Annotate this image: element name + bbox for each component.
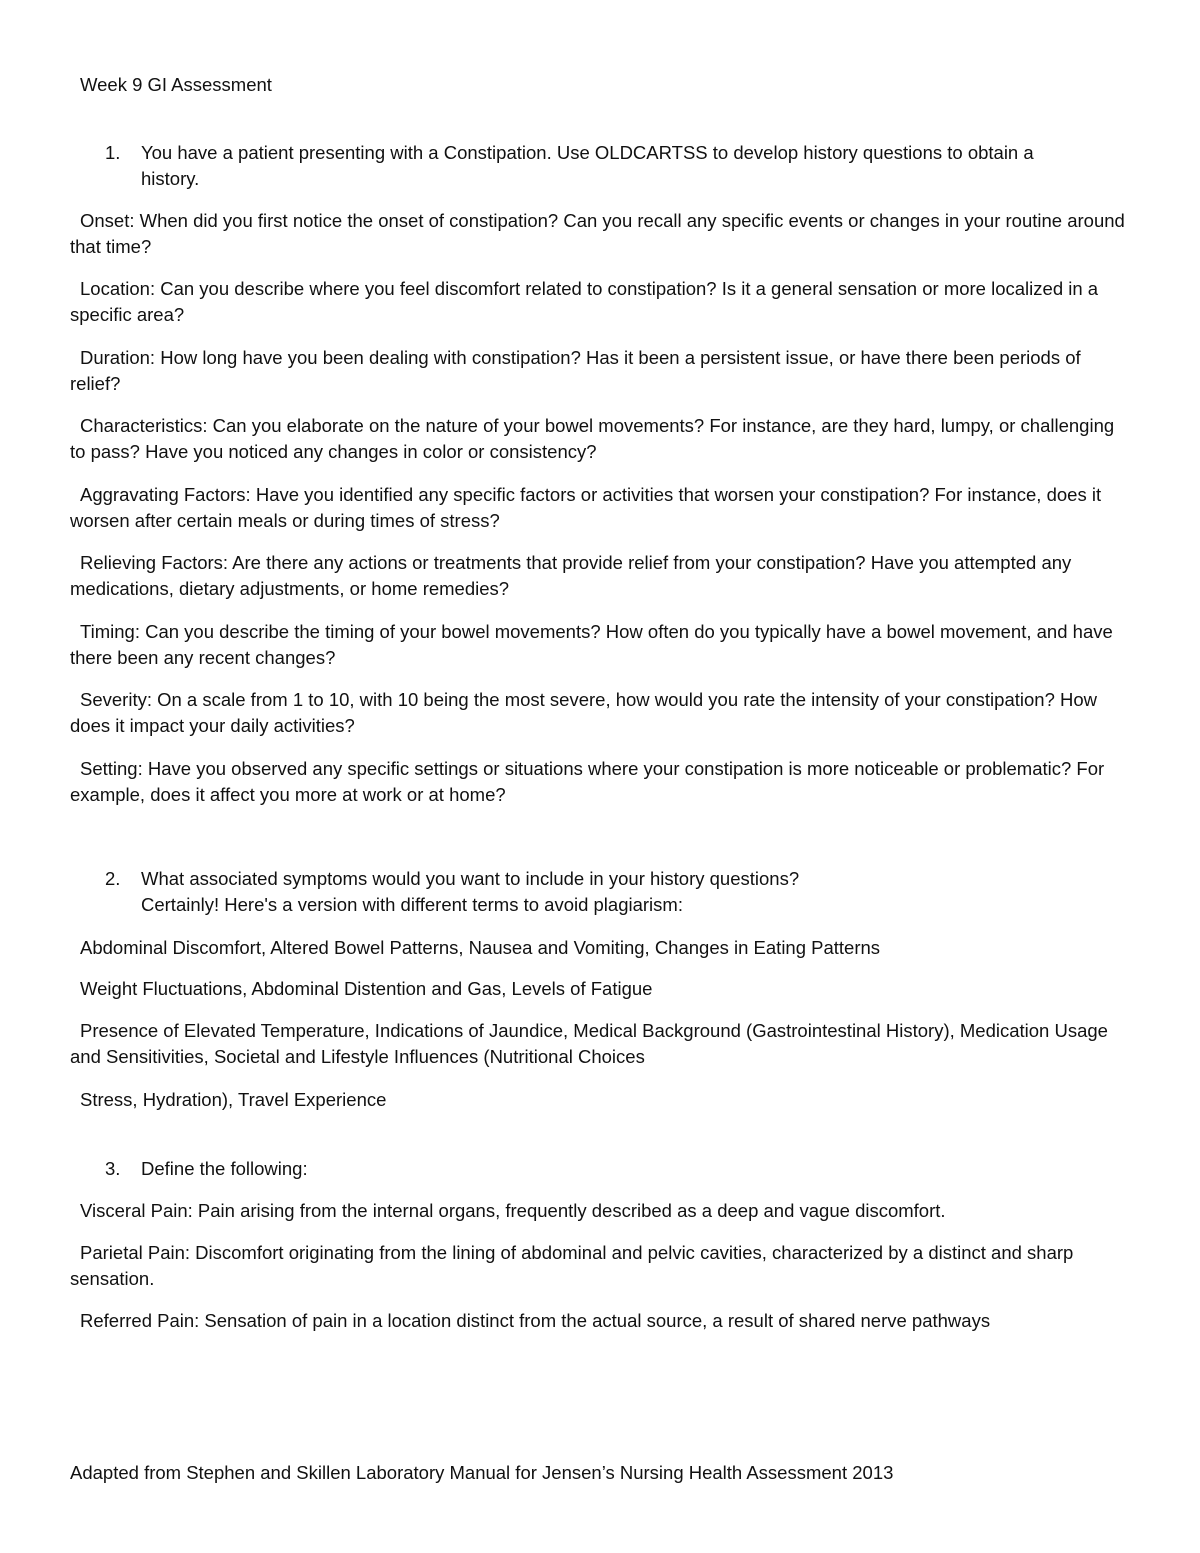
page-title: Week 9 GI Assessment xyxy=(80,74,272,95)
question-text: You have a patient presenting with a Constipation. Use OLDCARTSS to develop history questions to obtain a history. xyxy=(141,142,1034,189)
answer-referred-pain: Referred Pain: Sensation of pain in a location distinct from the actual source, a result of shared nerve pathways xyxy=(80,1310,991,1331)
answer-symptoms-3: Presence of Elevated Temperature, Indications of Jaundice, Medical Background (Gastrointestinal History), Medication Usage and Sensitivities, Societal and Lifestyle Influences (Nutritional Choices xyxy=(70,1020,1108,1067)
answer-setting: Setting: Have you observed any specific settings or situations where your constipation is more noticeable or problematic? For example, does it affect you more at work or at home? xyxy=(70,758,1105,805)
question-text: Define the following: xyxy=(141,1158,308,1179)
question-3 xyxy=(105,1156,1095,1182)
answer-parietal-pain: Parietal Pain: Discomfort originating from the lining of abdominal and pelvic cavities, characterized by a distinct and sharp sensation. xyxy=(70,1242,1074,1289)
answer-aggravating-factors: Aggravating Factors: Have you identified any specific factors or activities that worsen your constipation? For instance, does it worsen after certain meals or during times of stress? xyxy=(70,484,1102,531)
answer-symptoms-1: Abdominal Discomfort, Altered Bowel Patterns, Nausea and Vomiting, Changes in Eating Patterns xyxy=(80,937,881,958)
question-number: 2. xyxy=(105,868,121,889)
answer-location: Location: Can you describe where you feel discomfort related to constipation? Is it a general sensation or more localized in a specific area? xyxy=(70,278,1099,325)
question-1 xyxy=(105,140,1095,192)
answer-severity: Severity: On a scale from 1 to 10, with 10 being the most severe, how would you rate the intensity of your constipation? How does it impact your daily activities? xyxy=(70,689,1098,736)
answer-visceral-pain: Visceral Pain: Pain arising from the internal organs, frequently described as a deep and vague discomfort. xyxy=(80,1200,946,1221)
answer-characteristics: Characteristics: Can you elaborate on the nature of your bowel movements? For instance, are they hard, lumpy, or challenging to pass? Have you noticed any changes in color or consistency? xyxy=(70,415,1115,462)
question-2 xyxy=(105,866,1095,918)
question-subtext: Certainly! Here's a version with different terms to avoid plagiarism: xyxy=(141,894,683,915)
answer-onset: Onset: When did you first notice the onset of constipation? Can you recall any specific events or changes in your routine around that time? xyxy=(70,210,1125,257)
answer-duration: Duration: How long have you been dealing with constipation? Has it been a persistent issue, or have there been periods of relief? xyxy=(70,347,1081,394)
question-number: 1. xyxy=(105,142,121,163)
page-footer: Adapted from Stephen and Skillen Laboratory Manual for Jensen’s Nursing Health Assessment 2013 xyxy=(70,1462,894,1483)
answer-symptoms-4: Stress, Hydration), Travel Experience xyxy=(80,1089,387,1110)
question-text: What associated symptoms would you want to include in your history questions? xyxy=(141,868,800,889)
answer-timing: Timing: Can you describe the timing of your bowel movements? How often do you typically have a bowel movement, and have there been any recent changes? xyxy=(70,621,1113,668)
question-number: 3. xyxy=(105,1158,121,1179)
answer-relieving-factors: Relieving Factors: Are there any actions or treatments that provide relief from your constipation? Have you attempted any medications, dietary adjustments, or home remedies? xyxy=(70,552,1072,599)
answer-symptoms-2: Weight Fluctuations, Abdominal Distention and Gas, Levels of Fatigue xyxy=(80,978,653,999)
